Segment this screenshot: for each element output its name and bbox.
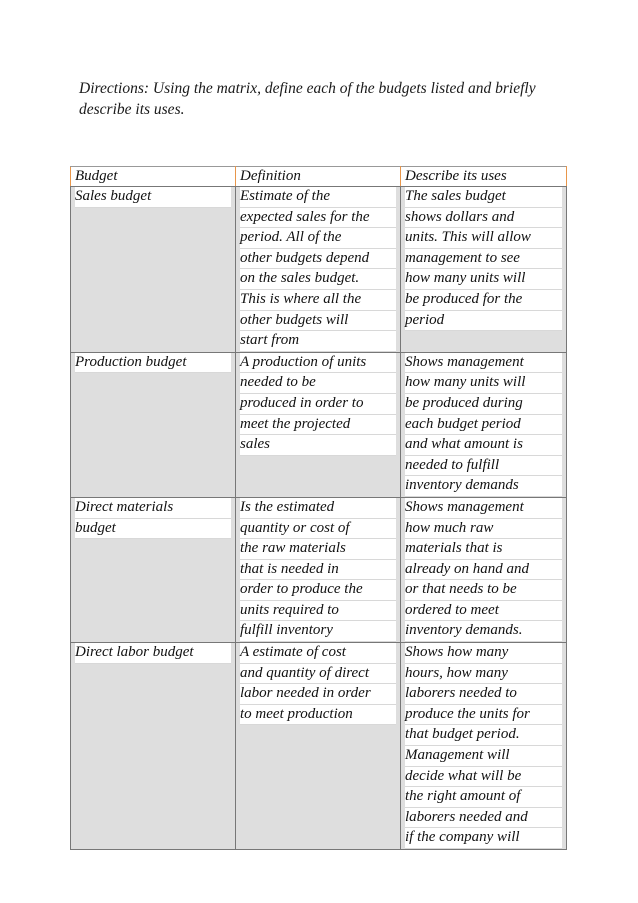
uses-line: if the company will — [405, 828, 562, 849]
definition-line: and quantity of direct — [240, 664, 396, 685]
uses-line: The sales budget — [405, 187, 562, 208]
definition-line: order to produce the — [240, 580, 396, 601]
definition-line: labor needed in order — [240, 684, 396, 705]
definition-line: the raw materials — [240, 539, 396, 560]
budget-cell — [71, 497, 236, 642]
budget-cell — [71, 187, 236, 353]
table-row — [71, 187, 567, 353]
budget-line: Direct materials — [75, 498, 231, 519]
definition-cell — [236, 187, 401, 353]
definition-line: on the sales budget. — [240, 269, 396, 290]
uses-line: the right amount of — [405, 787, 562, 808]
table-row — [71, 352, 567, 497]
uses-line: already on hand and — [405, 560, 562, 581]
uses-line: inventory demands — [405, 476, 562, 497]
directions-body: : Using the matrix, define each of the budgets listed and briefly describe its uses. — [79, 80, 536, 118]
definition-cell — [236, 643, 401, 850]
uses-line: management to see — [405, 249, 562, 270]
budget-line: Production budget — [75, 353, 231, 374]
uses-line: needed to fulfill — [405, 456, 562, 477]
definition-line: sales — [240, 435, 396, 456]
header-definition: Definition — [236, 167, 401, 187]
definition-line: units required to — [240, 601, 396, 622]
uses-line: be produced for the — [405, 290, 562, 311]
table-row — [71, 643, 567, 850]
uses-cell — [401, 643, 567, 850]
uses-line: laborers needed and — [405, 808, 562, 829]
budget-cell — [71, 352, 236, 497]
budget-matrix-table — [70, 166, 567, 850]
definition-line: that is needed in — [240, 560, 396, 581]
definition-line: needed to be — [240, 373, 396, 394]
uses-line: hours, how many — [405, 664, 562, 685]
uses-line: how much raw — [405, 519, 562, 540]
definition-line: Estimate of the — [240, 187, 396, 208]
header-budget: Budget — [71, 167, 236, 187]
uses-line: and what amount is — [405, 435, 562, 456]
definition-line: quantity or cost of — [240, 519, 396, 540]
uses-line: period — [405, 311, 562, 332]
budget-line: budget — [75, 519, 231, 540]
uses-line: Shows how many — [405, 643, 562, 664]
definition-line: other budgets will — [240, 311, 396, 332]
definition-cell — [236, 352, 401, 497]
definition-line: fulfill inventory — [240, 621, 396, 642]
uses-line: or that needs to be — [405, 580, 562, 601]
uses-cell — [401, 352, 567, 497]
definition-line: to meet production — [240, 705, 396, 726]
definition-line: expected sales for the — [240, 208, 396, 229]
uses-line: how many units will — [405, 269, 562, 290]
uses-line: each budget period — [405, 415, 562, 436]
definition-line: Is the estimated — [240, 498, 396, 519]
table-row — [71, 497, 567, 642]
definition-line: meet the projected — [240, 415, 396, 436]
uses-line: Shows management — [405, 498, 562, 519]
uses-line: decide what will be — [405, 767, 562, 788]
budget-line: Sales budget — [75, 187, 231, 208]
definition-cell — [236, 497, 401, 642]
uses-line: Shows management — [405, 353, 562, 374]
definition-line: other budgets depend — [240, 249, 396, 270]
definition-line: period. All of the — [240, 228, 396, 249]
uses-line: produce the units for — [405, 705, 562, 726]
header-uses: Describe its uses — [401, 167, 567, 187]
definition-line: produced in order to — [240, 394, 396, 415]
uses-line: inventory demands. — [405, 621, 562, 642]
uses-line: units. This will allow — [405, 228, 562, 249]
directions-text — [79, 78, 559, 120]
budget-line: Direct labor budget — [75, 643, 231, 664]
uses-line: Management will — [405, 746, 562, 767]
definition-line: A production of units — [240, 353, 396, 374]
definition-line: A estimate of cost — [240, 643, 396, 664]
uses-line: laborers needed to — [405, 684, 562, 705]
budget-cell — [71, 643, 236, 850]
uses-cell — [401, 187, 567, 353]
table-header-row — [71, 167, 567, 187]
uses-line: ordered to meet — [405, 601, 562, 622]
directions-label: Directions — [79, 80, 144, 97]
uses-line: materials that is — [405, 539, 562, 560]
definition-line: This is where all the — [240, 290, 396, 311]
uses-line: shows dollars and — [405, 208, 562, 229]
uses-cell — [401, 497, 567, 642]
definition-line: start from — [240, 331, 396, 352]
uses-line: be produced during — [405, 394, 562, 415]
uses-line: that budget period. — [405, 725, 562, 746]
uses-line: how many units will — [405, 373, 562, 394]
